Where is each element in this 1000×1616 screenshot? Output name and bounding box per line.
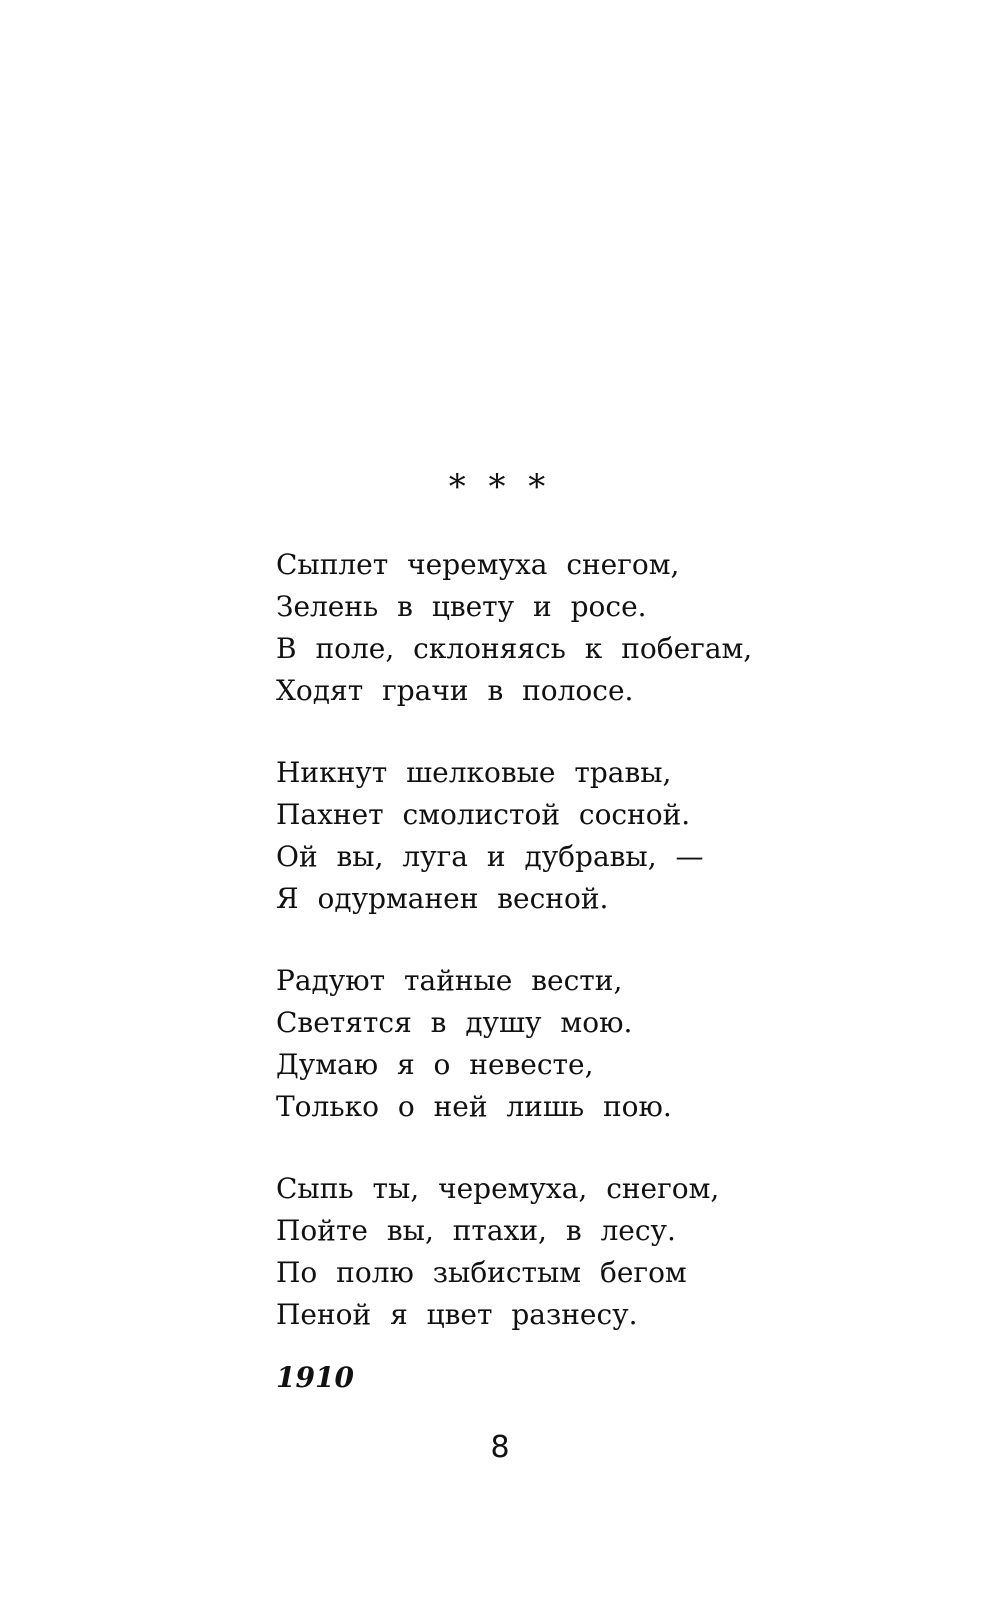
poem-line: Радуют тайные вести,	[276, 964, 623, 997]
poem-line: Сыплет черемуха снегом,	[276, 548, 680, 581]
poem-line: Никнут шелковые травы,	[276, 756, 672, 789]
stanza-1	[276, 544, 976, 712]
poem-line: Я одурманен весной.	[276, 882, 609, 915]
poem-line: По полю зыбистым бегом	[276, 1256, 687, 1289]
poem-line: Только о ней лишь пою.	[276, 1090, 672, 1123]
poem	[276, 544, 976, 1336]
poem-line: Светятся в душу мою.	[276, 1006, 633, 1039]
poem-line: Думаю я о невесте,	[276, 1048, 594, 1081]
poem-line: Пеной я цвет разнесу.	[276, 1298, 638, 1331]
poem-line: Сыпь ты, черемуха, снегом,	[276, 1172, 720, 1205]
poem-date: 1910	[276, 1361, 354, 1394]
section-separator: * * *	[448, 467, 552, 507]
stanza-4	[276, 1168, 976, 1336]
stanza-2	[276, 752, 976, 920]
poem-line: Пахнет смолистой сосной.	[276, 798, 691, 831]
poem-line: Ой вы, луга и дубравы, —	[276, 840, 704, 873]
poem-line: В поле, склоняясь к побегам,	[276, 632, 753, 665]
poem-line: Зелень в цвету и росе.	[276, 590, 647, 623]
page-number: 8	[490, 1430, 510, 1465]
poem-line: Ходят грачи в полосе.	[276, 674, 634, 707]
stanza-3	[276, 960, 976, 1128]
poem-line: Пойте вы, птахи, в лесу.	[276, 1214, 676, 1247]
